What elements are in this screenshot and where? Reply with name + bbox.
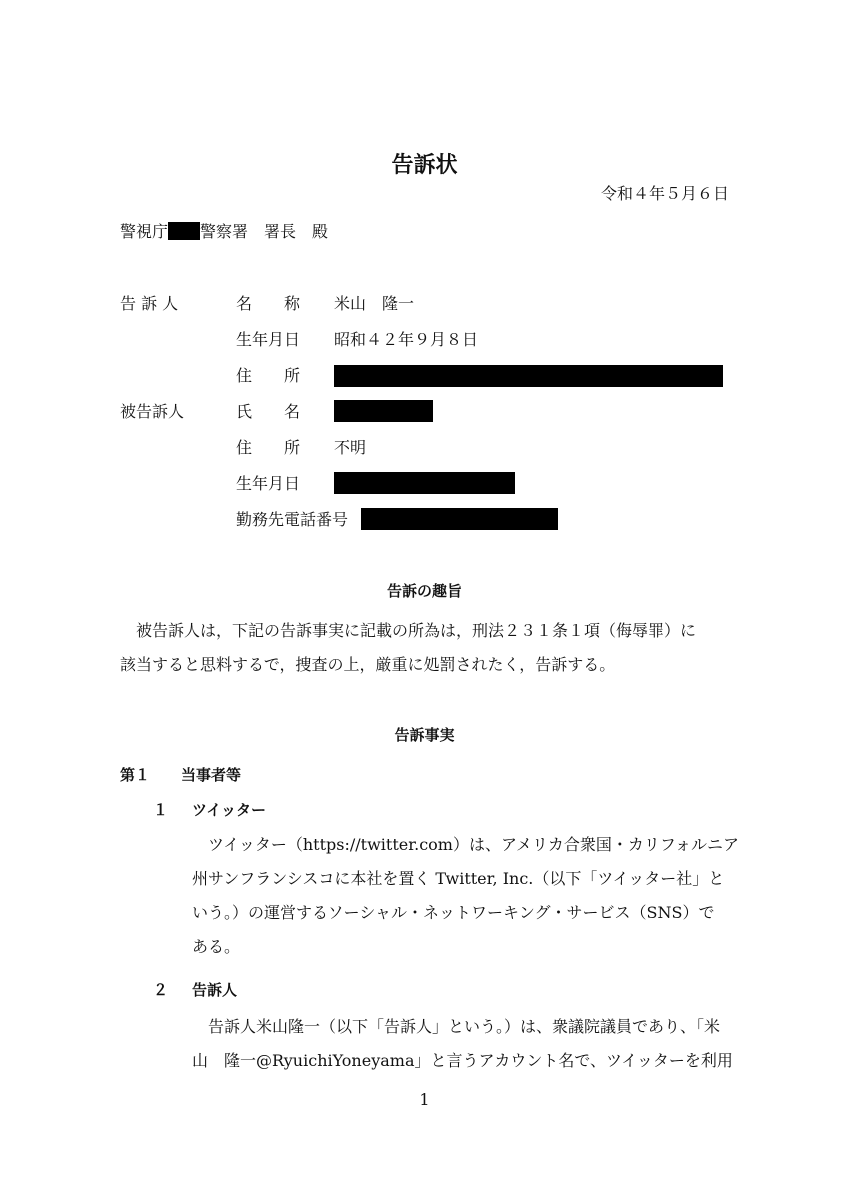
accused-address-label: 住 所	[236, 438, 301, 457]
facts-heading: 告訴事実	[394, 726, 455, 744]
section-1-title: 当事者等	[181, 766, 242, 784]
accused-phone-label: 勤務先電話番号	[236, 510, 349, 529]
complainant-name-label: 名 称	[236, 294, 301, 313]
accused-role: 被告訴人	[120, 402, 185, 421]
document-title: 告訴状	[391, 153, 458, 178]
item-1-number: １	[153, 801, 169, 819]
complainant-birth-label: 生年月日	[236, 330, 301, 349]
purpose-line-1: 被告訴人は，下記の告訴事実に記載の所為は，刑法２３１条１項（侮辱罪）に	[120, 621, 697, 640]
item-1-line-2: 州サンフランシスコに本社を置く Twitter, Inc.（以下「ツイッター社」と	[192, 869, 725, 888]
item-1-text	[192, 828, 739, 964]
complainant-birth: 昭和４２年９月８日	[334, 330, 479, 349]
redaction-station	[168, 222, 200, 240]
accused-name-label: 氏 名	[236, 402, 301, 421]
addressee	[120, 222, 328, 242]
item-2-title: 告訴人	[192, 981, 238, 999]
addressee-suffix: 警察署 署長 殿	[200, 222, 329, 241]
item-1-line-3: いう。）の運営するソーシャル・ネットワーキング・サービス（SNS）で	[192, 903, 715, 922]
redaction-accused-name	[334, 400, 433, 422]
item-1-title: ツイッター	[192, 801, 266, 819]
redaction-accused-birth	[334, 472, 515, 494]
item-2-line-2: 山 隆一@RyuichiYoneyama」と言うアカウント名で、ツイッターを利用	[192, 1051, 733, 1070]
complainant-role: 告 訴 人	[120, 294, 179, 313]
page-number: 1	[419, 1090, 430, 1109]
purpose-heading: 告訴の趣旨	[386, 582, 462, 600]
document-date: 令和４年５月６日	[600, 184, 729, 203]
complainant-address-label: 住 所	[236, 366, 301, 385]
redaction-accused-phone	[361, 508, 558, 530]
accused-address: 不明	[334, 438, 367, 457]
complainant-name: 米山 隆一	[334, 294, 415, 313]
addressee-prefix: 警視庁	[120, 222, 169, 241]
accused-birth-label: 生年月日	[236, 474, 301, 493]
purpose-line-2: 該当すると思料するで，捜査の上，厳重に処罰されたく，告訴する。	[120, 655, 616, 674]
item-1-line-1: ツイッター（https://twitter.com）は、アメリカ合衆国・カリフォルニア	[192, 835, 740, 854]
item-2-number: ２	[153, 981, 169, 999]
item-2-text	[192, 1010, 733, 1078]
section-1-number: 第１	[120, 766, 151, 784]
redaction-complainant-address	[334, 365, 723, 387]
purpose-text	[120, 614, 696, 682]
item-1-line-4: ある。	[192, 937, 241, 956]
item-2-line-1: 告訴人米山隆一（以下「告訴人」という。）は、衆議院議員であり、「米	[192, 1017, 721, 1036]
